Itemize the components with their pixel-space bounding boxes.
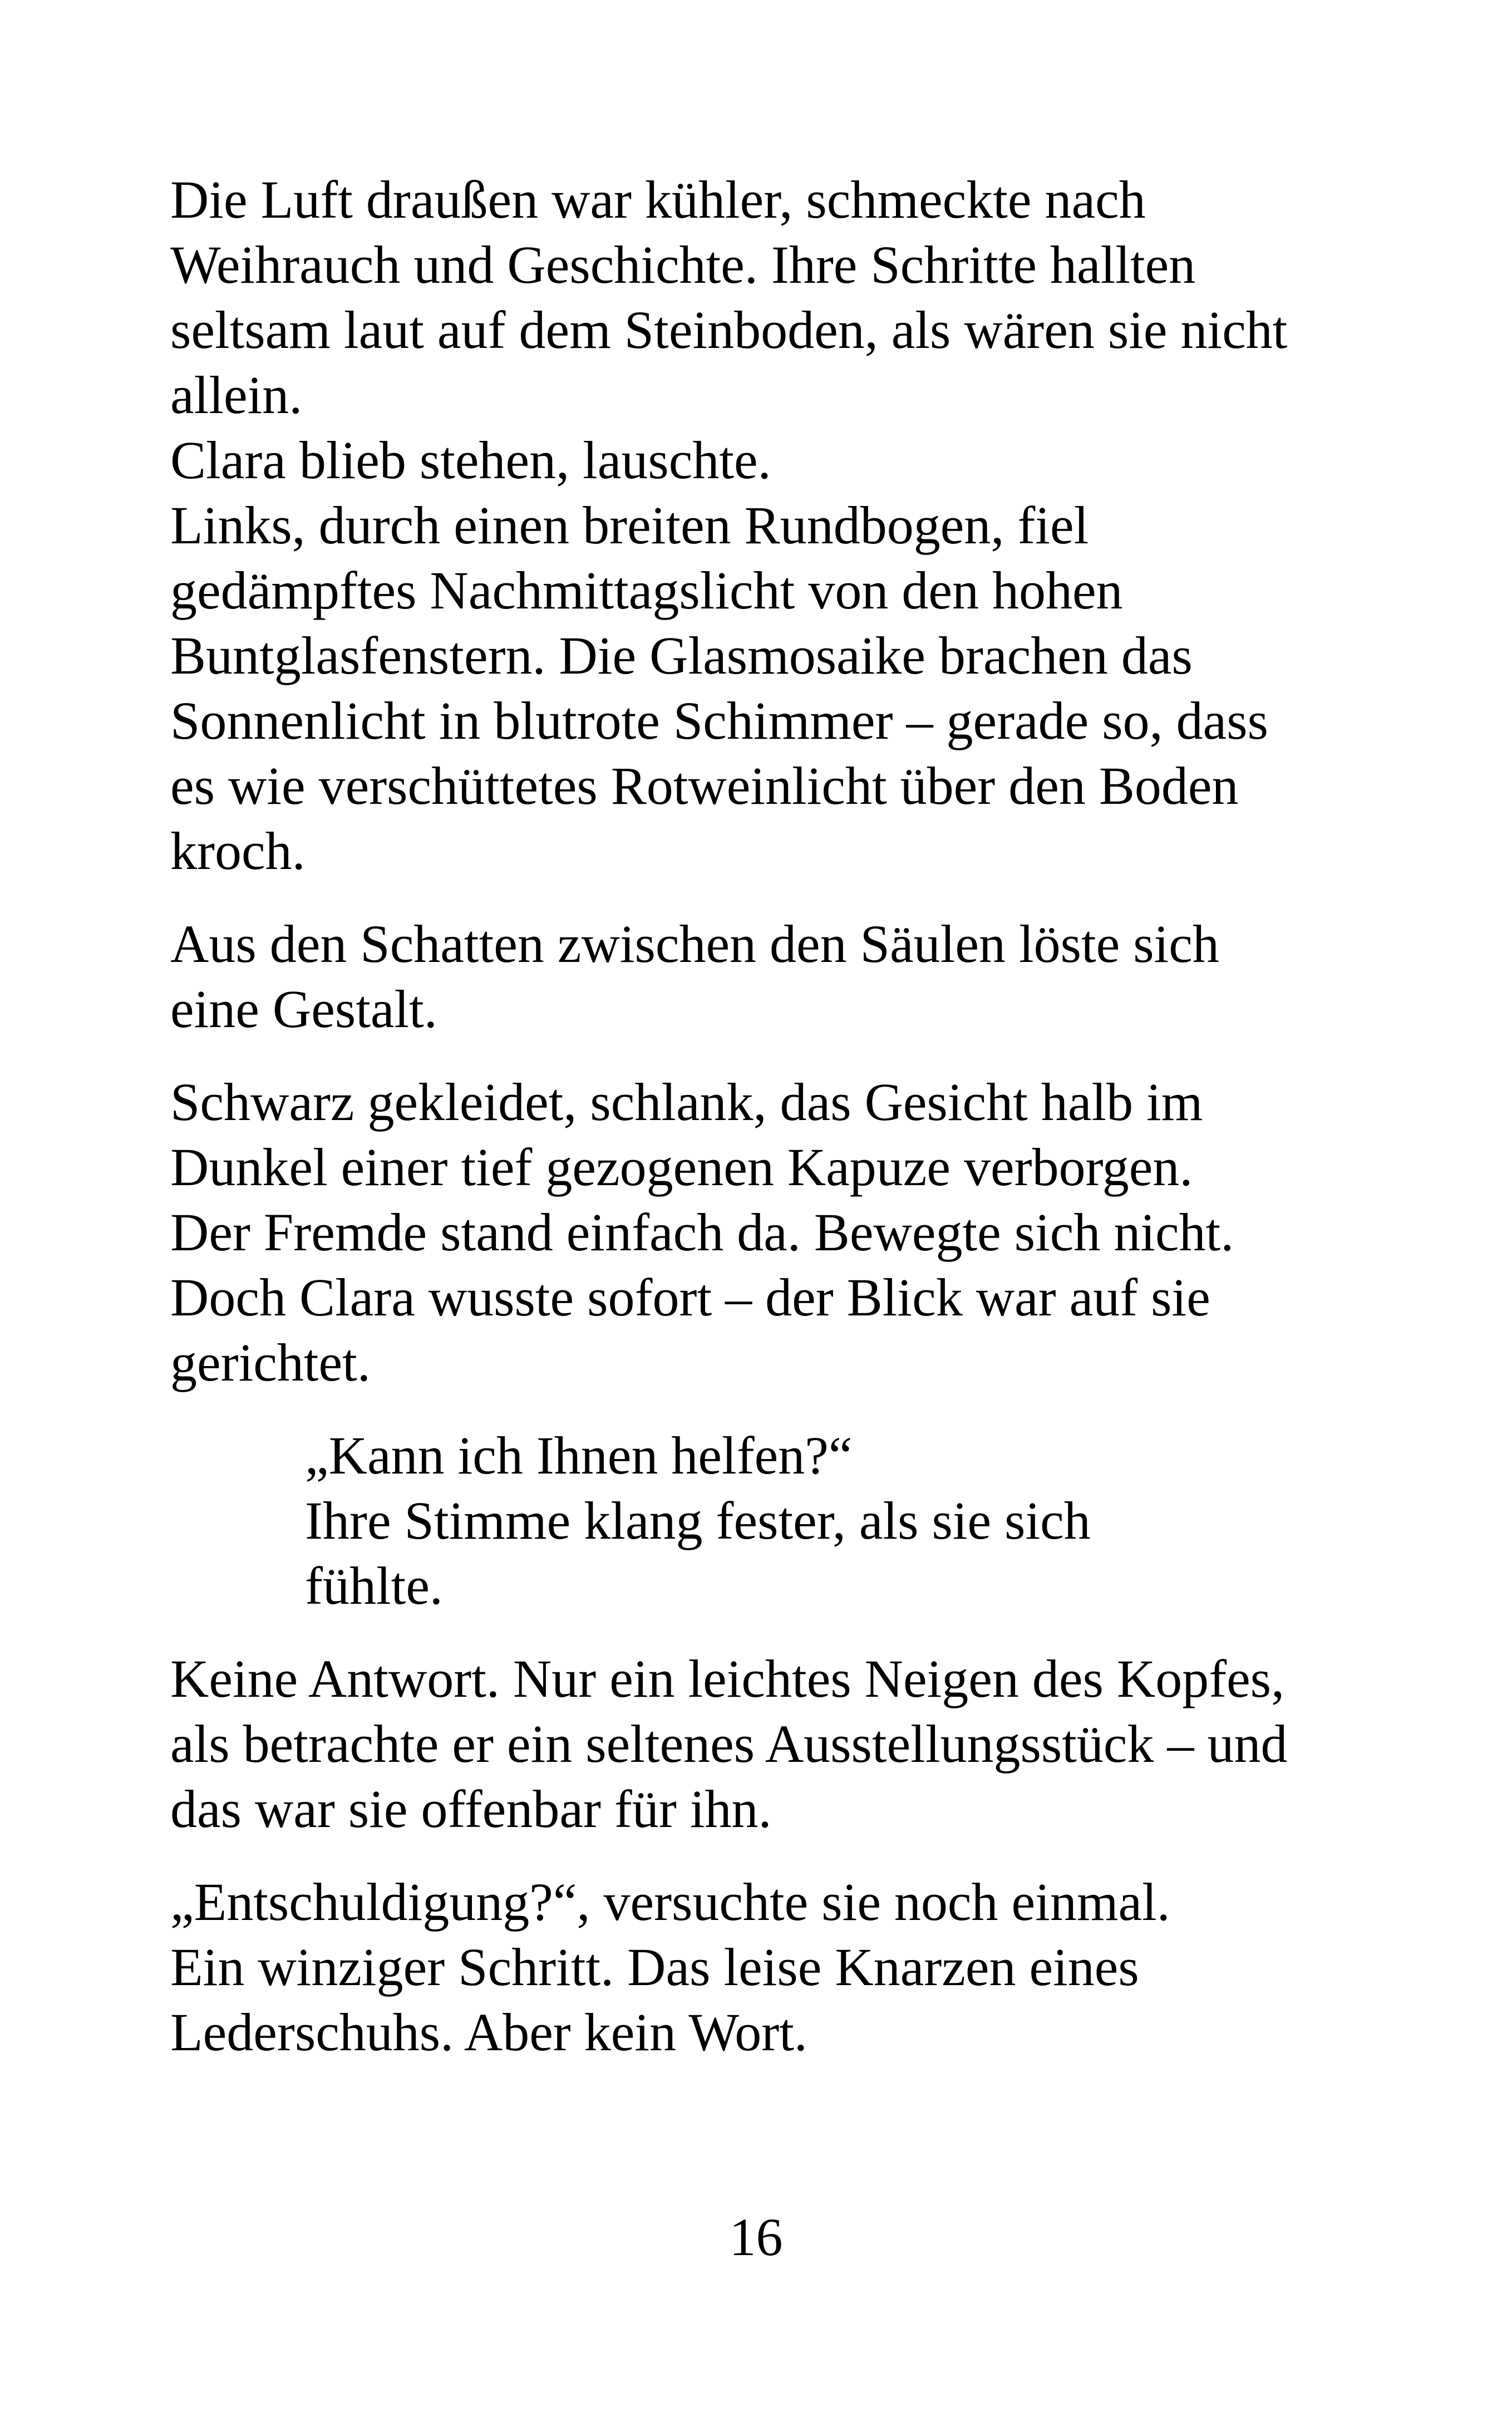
text-line: Weihrauch und Geschichte. Ihre Schritte hallten — [170, 235, 1196, 294]
text-line: als betrachte er ein seltenes Ausstellungsstück – und — [170, 1714, 1288, 1774]
text-line: Ein winziger Schritt. Das leise Knarzen eines — [170, 1937, 1139, 1997]
text-line: kroch. — [170, 821, 306, 881]
paragraph — [170, 1069, 1372, 1395]
text-line: fühlte. — [305, 1556, 443, 1615]
text-line: Doch Clara wusste sofort – der Blick war auf sie — [170, 1268, 1210, 1327]
body-text — [170, 167, 1372, 2093]
paragraph — [170, 1646, 1372, 1841]
text-line: Links, durch einen breiten Rundbogen, fiel — [170, 495, 1089, 555]
text-line: Sonnenlicht in blutrote Schimmer – gerade so, dass — [170, 691, 1268, 750]
text-line: es wie verschüttetes Rotweinlicht über den Boden — [170, 756, 1239, 816]
text-line: Der Fremde stand einfach da. Bewegte sich nicht. — [170, 1202, 1234, 1262]
text-line: Clara blieb stehen, lauschte. — [170, 430, 771, 490]
text-line: Ihre Stimme klang fester, als sie sich — [305, 1491, 1091, 1550]
text-line: Buntglasfenstern. Die Glasmosaike brachen das — [170, 626, 1193, 685]
paragraph — [170, 911, 1372, 1042]
text-line: „Entschuldigung?“, versuchte sie noch einmal. — [170, 1872, 1170, 1932]
dialogue-paragraph — [305, 1423, 1372, 1618]
text-line: das war sie offenbar für ihn. — [170, 1779, 772, 1839]
text-line: gerichtet. — [170, 1333, 371, 1392]
text-line: allein. — [170, 365, 303, 425]
page-number: 16 — [729, 2207, 783, 2267]
text-line: Dunkel einer tief gezogenen Kapuze verborgen. — [170, 1137, 1193, 1197]
text-line: gedämpftes Nachmittagslicht von den hohen — [170, 561, 1123, 620]
paragraph — [170, 1869, 1372, 2065]
text-line: Aus den Schatten zwischen den Säulen löste sich — [170, 914, 1219, 974]
text-line: „Kann ich Ihnen helfen?“ — [305, 1426, 853, 1485]
paragraph — [170, 167, 1372, 883]
text-line: eine Gestalt. — [170, 979, 437, 1039]
text-line: Die Luft draußen war kühler, schmeckte nach — [170, 170, 1146, 229]
text-line: Schwarz gekleidet, schlank, das Gesicht halb im — [170, 1072, 1203, 1132]
text-line: Lederschuhs. Aber kein Wort. — [170, 2002, 807, 2062]
text-line: Keine Antwort. Nur ein leichtes Neigen des Kopfes, — [170, 1649, 1285, 1708]
text-line: seltsam laut auf dem Steinboden, als wären sie nicht — [170, 300, 1288, 360]
